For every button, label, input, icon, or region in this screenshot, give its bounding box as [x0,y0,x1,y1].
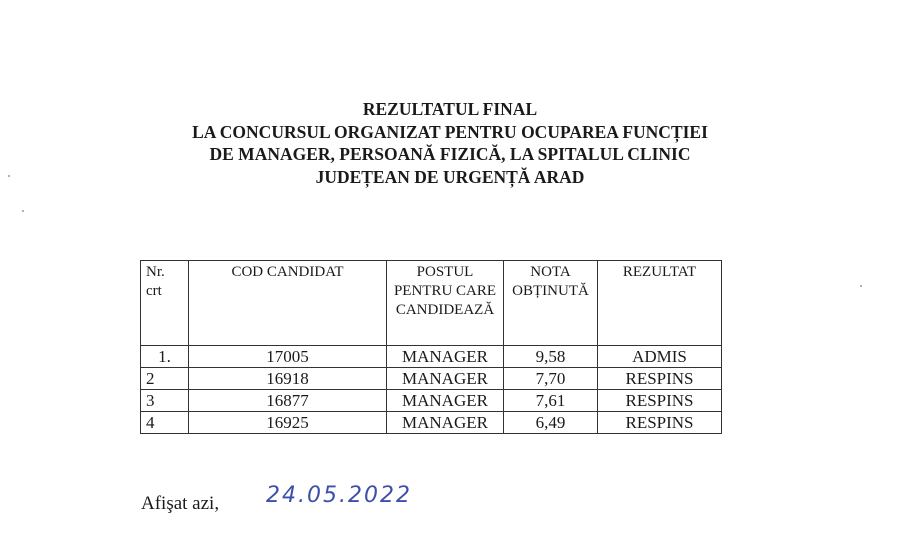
table-row [141,346,722,368]
table-row [141,412,722,434]
table-row [141,390,722,412]
cell-nota: 7,70 [504,368,598,390]
header-cod-candidat: COD CANDIDAT [189,261,387,346]
cell-nota: 6,49 [504,412,598,434]
header-rezultat: REZULTAT [598,261,722,346]
cell-post: MANAGER [387,412,504,434]
scan-speck [8,175,10,177]
header-postul: POSTUL PENTRU CARE CANDIDEAZĂ [387,261,504,346]
cell-rezultat: RESPINS [598,390,722,412]
posted-label: Afişat azi, [141,493,220,514]
results-table [140,260,722,434]
cell-cod: 16918 [189,368,387,390]
table-row [141,368,722,390]
cell-cod: 16925 [189,412,387,434]
cell-post: MANAGER [387,346,504,368]
title-line-2: LA CONCURSUL ORGANIZAT PENTRU OCUPAREA FUNCȚIEI [192,121,708,142]
header-nr-crt: Nr. crt [141,261,189,346]
cell-cod: 17005 [189,346,387,368]
cell-rezultat: ADMIS [598,346,722,368]
cell-nota: 9,58 [504,346,598,368]
cell-nr: 4 [141,412,189,434]
cell-rezultat: RESPINS [598,368,722,390]
title-line-3: DE MANAGER, PERSOANĂ FIZICĂ, LA SPITALUL CLINIC [209,144,691,164]
header-nota: NOTA OBȚINUTĂ [504,261,598,346]
cell-post: MANAGER [387,390,504,412]
cell-post: MANAGER [387,368,504,390]
cell-nr: 3 [141,390,189,412]
scan-speck [22,210,24,212]
cell-cod: 16877 [189,390,387,412]
table-header-row [141,261,722,346]
scan-speck [860,285,862,287]
cell-nota: 7,61 [504,390,598,412]
title-line-1: REZULTATUL FINAL [362,99,538,119]
cell-rezultat: RESPINS [598,412,722,434]
title-line-4: JUDEȚEAN DE URGENȚĂ ARAD [315,166,585,187]
posted-date-handwritten: 24.05.2022 [266,483,412,508]
cell-nr: 1. [141,346,189,368]
cell-nr: 2 [141,368,189,390]
document-title [0,98,900,188]
